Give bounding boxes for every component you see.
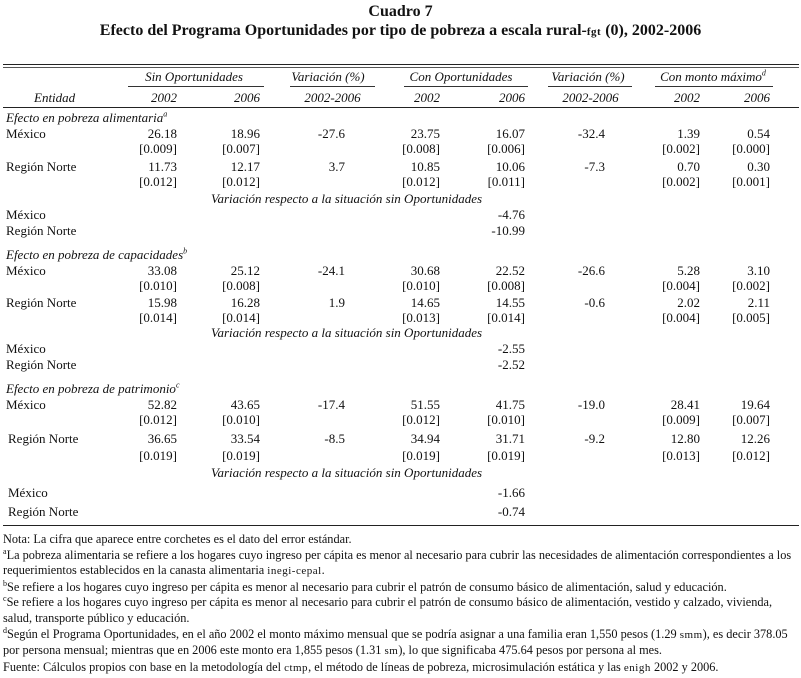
std-error: [0.000]	[732, 141, 770, 156]
header-entidad: Entidad	[34, 90, 76, 105]
row-label: Región Norte	[8, 431, 79, 446]
variation-value: -4.76	[497, 207, 525, 222]
std-error: [0.012]	[139, 174, 177, 189]
std-error: [0.007]	[222, 141, 260, 156]
footnote-c: $^c$Se refiere a los hogares cuyo ingreso per cápita es menor al necesario para cubrir el patrón de consumo básico de alimentación, vestido y calzado, vivienda, salud, transporte público y educación.	[3, 594, 773, 625]
section-title: Efecto en pobreza de capacidades$^b$	[6, 246, 188, 262]
variation-value: -1.66	[497, 485, 525, 500]
header-underline-var1	[290, 86, 375, 87]
std-error: [0.019]	[139, 448, 177, 463]
std-error: [0.012]	[732, 448, 770, 463]
header-variacion-1: Variación (%)	[291, 69, 365, 84]
value: 0.30	[747, 159, 770, 174]
std-error: [0.013]	[402, 310, 440, 325]
std-error: [0.010]	[222, 412, 260, 427]
variation-row-label: México	[6, 341, 46, 356]
std-error: [0.013]	[662, 448, 700, 463]
std-error: [0.010]	[139, 278, 177, 293]
std-error: [0.012]	[402, 412, 440, 427]
value: 12.80	[670, 431, 700, 446]
section-title: Efecto en pobreza de patrimonio$^c$	[6, 380, 180, 396]
value: 3.10	[747, 263, 770, 278]
footnote-d: $^d$Según el Programa Oportunidades, en el año 2002 el monto máximo mensual que se podría asignar a una familia eran 1,550 pesos (1.29 smm), es decir 378.05 por persona mensual; mientras que en 2006 este monto era 1,855 pesos (1.31 sm), lo que significaba 475.64 pesos por persona al mes.	[3, 625, 788, 658]
variation-row-label: México	[6, 207, 46, 222]
value: 11.73	[148, 159, 177, 174]
value: 25.12	[230, 263, 260, 278]
std-error: [0.002]	[662, 141, 700, 156]
value: 18.96	[230, 126, 260, 141]
value: 16.07	[495, 126, 525, 141]
std-error: [0.019]	[222, 448, 260, 463]
value: 16.28	[230, 295, 260, 310]
variation-row-label: Región Norte	[6, 223, 77, 238]
std-error: [0.008]	[222, 278, 260, 293]
header-year-2002: 2002	[674, 90, 700, 105]
row-label: México	[6, 397, 46, 412]
value: 10.06	[495, 159, 525, 174]
bottom-rule	[3, 525, 799, 526]
value: 10.85	[410, 159, 440, 174]
value: 0.70	[677, 159, 700, 174]
std-error: [0.009]	[139, 141, 177, 156]
value: -32.4	[577, 126, 605, 141]
row-label: México	[6, 126, 46, 141]
value: 23.75	[410, 126, 440, 141]
value: -26.6	[577, 263, 605, 278]
std-error: [0.012]	[402, 174, 440, 189]
source-note: Fuente: Cálculos propios con base en la metodología del ctmp, el método de líneas de pobreza, microsimulación estática y las enigh 2002 y 2006.	[3, 659, 719, 674]
std-error: [0.008]	[402, 141, 440, 156]
std-error: [0.014]	[222, 310, 260, 325]
std-error: [0.004]	[662, 278, 700, 293]
row-label: Región Norte	[6, 295, 77, 310]
header-underline-var2	[548, 86, 632, 87]
value: 22.52	[495, 263, 525, 278]
std-error: [0.006]	[487, 141, 525, 156]
value: 41.75	[495, 397, 525, 412]
row-label: Región Norte	[6, 159, 77, 174]
top-rule	[3, 64, 799, 65]
section-title: Efecto en pobreza alimentaria$^a$	[6, 109, 168, 125]
value: 52.82	[147, 397, 177, 412]
std-error: [0.014]	[139, 310, 177, 325]
header-sin-oportunidades: Sin Oportunidades	[145, 69, 243, 84]
header-rule	[3, 107, 799, 108]
header-year-2006: 2006	[744, 90, 770, 105]
std-error: [0.002]	[732, 278, 770, 293]
std-error: [0.008]	[487, 278, 525, 293]
std-error: [0.012]	[139, 412, 177, 427]
std-error: [0.014]	[487, 310, 525, 325]
value: -19.0	[577, 397, 605, 412]
value: 30.68	[410, 263, 440, 278]
header-underline-con	[404, 86, 528, 87]
footnote-b: $^b$Se refiere a los hogares cuyo ingreso per cápita es menor al necesario para cubrir el patrón de consumo básico de alimentación, salud y educación.	[3, 578, 727, 594]
value: 36.65	[147, 431, 177, 446]
header-year-2006: 2006	[499, 90, 525, 105]
value: 1.39	[677, 126, 700, 141]
header-range: 2002-2006	[304, 90, 361, 105]
note-standard-error: Nota: La cifra que aparece entre corchetes es el dato del error estándar.	[3, 532, 352, 546]
std-error: [0.012]	[222, 174, 260, 189]
table-notes	[3, 532, 799, 676]
header-underline-monto	[655, 86, 773, 87]
std-error: [0.019]	[487, 448, 525, 463]
std-error: [0.005]	[732, 310, 770, 325]
std-error: [0.010]	[487, 412, 525, 427]
header-monto-maximo: Con monto máximo$^d$	[660, 68, 766, 84]
value: 14.55	[495, 295, 525, 310]
header-range: 2002-2006	[562, 90, 619, 105]
variation-row-label: México	[8, 485, 48, 500]
variation-label: Variación respecto a la situación sin Oportunidades	[211, 325, 483, 340]
header-variacion-2: Variación (%)	[551, 69, 625, 84]
value: 34.94	[410, 431, 440, 446]
header-underline-sin	[128, 86, 264, 87]
header-year-2002: 2002	[151, 90, 177, 105]
value: -17.4	[317, 397, 345, 412]
std-error: [0.009]	[662, 412, 700, 427]
variation-value: -0.74	[497, 504, 525, 519]
variation-label: Variación respecto a la situación sin Oportunidades	[211, 191, 483, 206]
value: -27.6	[317, 126, 345, 141]
value: 43.65	[230, 397, 260, 412]
std-error: [0.010]	[402, 278, 440, 293]
value: 19.64	[740, 397, 770, 412]
std-error: [0.007]	[732, 412, 770, 427]
value: -7.3	[584, 159, 605, 174]
std-error: [0.019]	[402, 448, 440, 463]
variation-row-label: Región Norte	[8, 504, 79, 519]
variation-label: Variación respecto a la situación sin Oportunidades	[211, 465, 483, 480]
value: 3.7	[328, 159, 345, 174]
std-error: [0.004]	[662, 310, 700, 325]
variation-value: -2.55	[497, 341, 525, 356]
value: -24.1	[317, 263, 345, 278]
value: 2.02	[677, 295, 700, 310]
row-label: México	[6, 263, 46, 278]
std-error: [0.001]	[732, 174, 770, 189]
value: -0.6	[584, 295, 605, 310]
value: 0.54	[747, 126, 770, 141]
variation-value: -2.52	[497, 357, 525, 372]
header-year-2006: 2006	[234, 90, 260, 105]
table-title: Efecto del Programa Oportunidades por tipo de pobreza a escala rural-fgt (0), 2002-2006	[99, 22, 702, 39]
variation-row-label: Región Norte	[6, 357, 77, 372]
value: 12.26	[740, 431, 770, 446]
value: 1.9	[328, 295, 345, 310]
top-rule-inner	[3, 67, 799, 68]
value: -9.2	[584, 431, 605, 446]
value: 5.28	[677, 263, 700, 278]
std-error: [0.011]	[487, 174, 525, 189]
variation-value: -10.99	[491, 223, 525, 238]
value: 51.55	[410, 397, 440, 412]
value: 15.98	[147, 295, 177, 310]
value: 2.11	[747, 295, 770, 310]
value: 33.08	[147, 263, 177, 278]
value: 26.18	[147, 126, 177, 141]
footnote-a: $^a$La pobreza alimentaria se refiere a los hogares cuyo ingreso per cápita es menor al necesario para cubrir las necesidades de alimentación correspondientes a los requerimientos establecidos en la canasta alimentaria inegi-cepal.	[3, 546, 792, 578]
value: -8.5	[324, 431, 345, 446]
value: 14.65	[410, 295, 440, 310]
value: 12.17	[230, 159, 260, 174]
value: 31.71	[495, 431, 525, 446]
std-error: [0.002]	[662, 174, 700, 189]
header-con-oportunidades: Con Oportunidades	[409, 69, 513, 84]
table-number: Cuadro 7	[368, 3, 433, 20]
header-year-2002: 2002	[414, 90, 440, 105]
value: 28.41	[670, 397, 700, 412]
value: 33.54	[230, 431, 260, 446]
